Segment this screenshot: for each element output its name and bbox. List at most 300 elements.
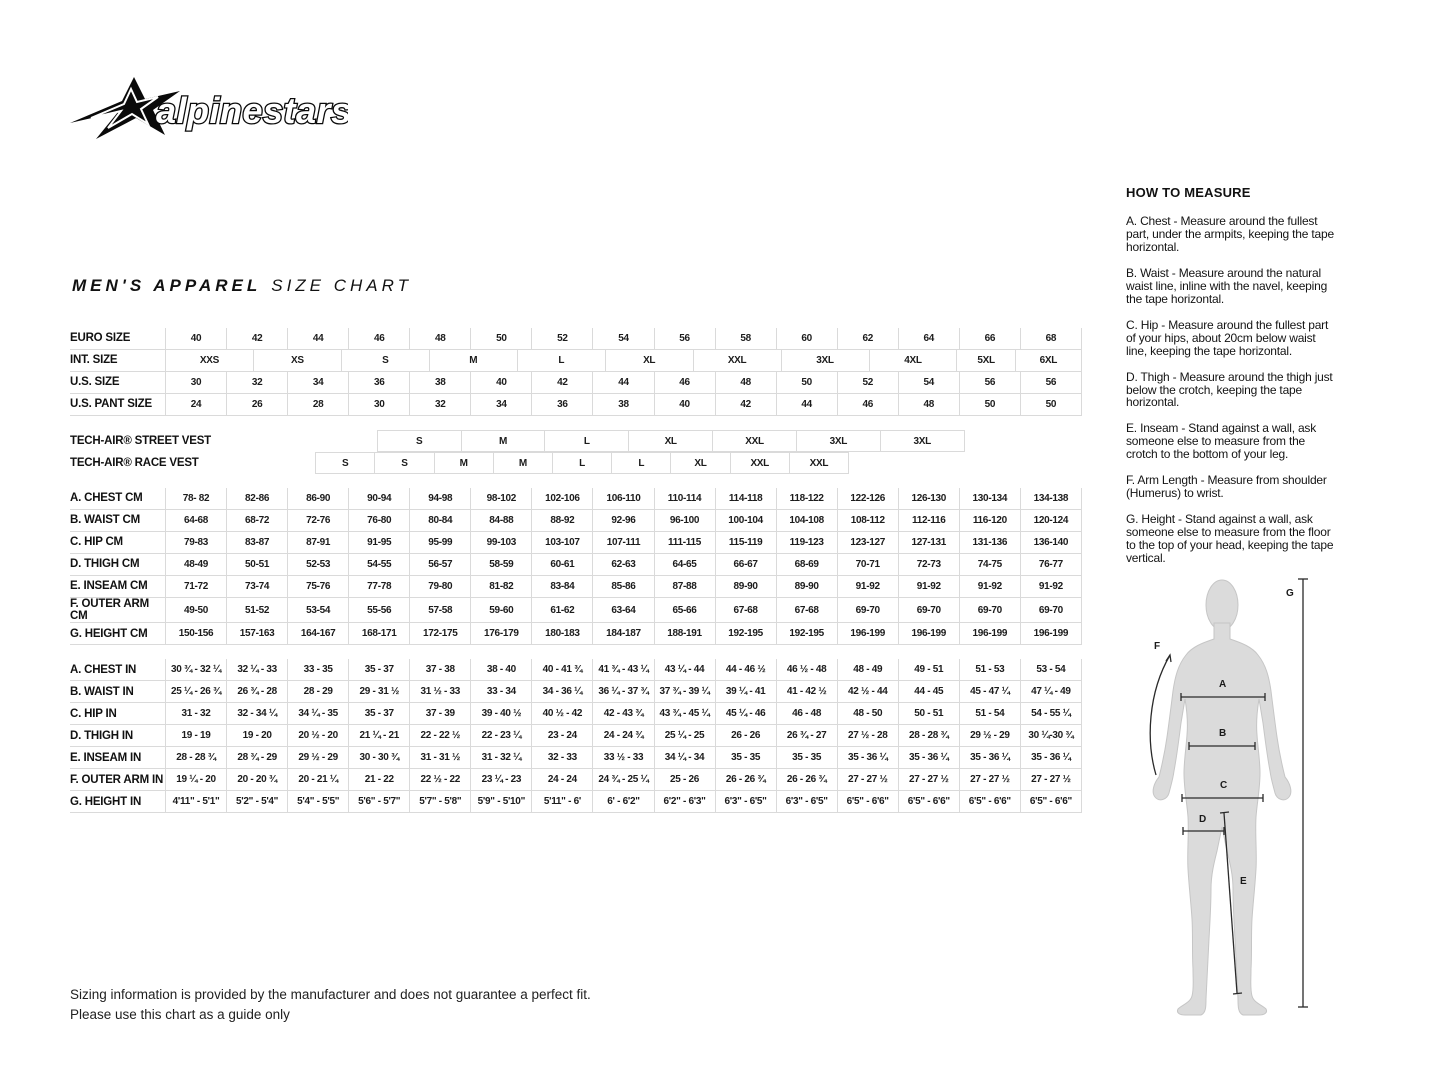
how-to-measure-item-3: D. Thigh - Measure around the thigh just below the crotch, keeping the tape horizontal.	[1126, 369, 1333, 410]
size-cell: 19 ¼ - 20	[165, 769, 227, 790]
table-section-3	[70, 659, 1082, 813]
size-cell: 38	[593, 394, 654, 415]
size-cell: 6'5" - 6'6"	[960, 791, 1021, 812]
size-cell: 108-112	[838, 510, 899, 531]
size-cell: 58	[716, 328, 777, 349]
size-cell: 89-90	[777, 576, 838, 597]
size-cell: 56	[1021, 372, 1082, 393]
size-cell: 85-86	[593, 576, 654, 597]
size-cell: XXL	[694, 350, 782, 371]
size-cell: 53 - 54	[1021, 659, 1082, 680]
size-table	[70, 328, 1082, 827]
size-cell: 54 - 55 ¼	[1021, 703, 1082, 724]
size-cell: 66-67	[716, 554, 777, 575]
size-cell: 35 - 37	[349, 659, 410, 680]
how-to-measure-items	[1126, 215, 1334, 565]
size-cell: M	[494, 452, 553, 474]
table-row	[70, 532, 1082, 554]
row-label: TECH-AIR® RACE VEST	[70, 456, 199, 469]
size-cell: 26 ¾ - 27	[777, 725, 838, 746]
size-cell: 38 - 40	[471, 659, 532, 680]
size-cell: 24	[165, 394, 227, 415]
size-cell: 51 - 53	[960, 659, 1021, 680]
row-label: D. THIGH IN	[70, 729, 133, 742]
how-to-measure-item-1: B. Waist - Measure around the natural waist line, inline with the navel, keeping the tape horizontal.	[1126, 265, 1328, 306]
size-cell: 120-124	[1021, 510, 1082, 531]
size-cell: S	[342, 350, 430, 371]
size-cell: 102-106	[532, 488, 593, 509]
size-cell: 50	[471, 328, 532, 349]
size-cell: 19 - 20	[227, 725, 288, 746]
size-cell: 54-55	[349, 554, 410, 575]
size-cell: 118-122	[777, 488, 838, 509]
size-cell: 98-102	[471, 488, 532, 509]
size-cell: 91-92	[1021, 576, 1082, 597]
size-cell: 69-70	[899, 598, 960, 622]
size-cell: 184-187	[593, 623, 654, 644]
table-row	[70, 681, 1082, 703]
size-cell: 26 - 26 ¾	[777, 769, 838, 790]
size-cell: 46	[655, 372, 716, 393]
size-cell: 92-96	[593, 510, 654, 531]
table-row	[70, 623, 1082, 645]
size-cell: 49 - 51	[899, 659, 960, 680]
size-cell: 42	[716, 394, 777, 415]
size-cell: 91-92	[899, 576, 960, 597]
size-cell: 37 ¾ - 39 ¼	[655, 681, 716, 702]
size-cell: 5'11" - 6'	[532, 791, 593, 812]
size-cell: 39 - 40 ½	[471, 703, 532, 724]
table-row	[70, 430, 1082, 452]
size-cell: 84-88	[471, 510, 532, 531]
size-cell: 46 ½ - 48	[777, 659, 838, 680]
size-cell: 44	[288, 328, 349, 349]
size-cell: 6'5" - 6'6"	[899, 791, 960, 812]
row-spacer	[199, 452, 315, 474]
size-cell: 5'9" - 5'10"	[471, 791, 532, 812]
size-cell: XXL	[790, 452, 849, 474]
size-cell: 50	[777, 372, 838, 393]
size-cell: 19 - 19	[165, 725, 227, 746]
size-cell: XXL	[713, 430, 797, 452]
logo-wordmark: alpinestars	[156, 90, 348, 131]
size-cell: 40	[471, 372, 532, 393]
size-cell: 53-54	[288, 598, 349, 622]
size-cell: 54	[899, 372, 960, 393]
size-cell: 50	[1021, 394, 1082, 415]
size-cell: 28 - 28 ¾	[899, 725, 960, 746]
size-cell: 76-77	[1021, 554, 1082, 575]
size-cell: 5'7" - 5'8"	[410, 791, 471, 812]
size-cell: 42 ½ - 44	[838, 681, 899, 702]
size-cell: 127-131	[899, 532, 960, 553]
size-cell: 119-123	[777, 532, 838, 553]
size-cell: L	[612, 452, 671, 474]
size-cell: M	[435, 452, 494, 474]
size-cell: 60	[777, 328, 838, 349]
size-cell: 40 ½ - 42	[532, 703, 593, 724]
size-cell: 25 - 26	[655, 769, 716, 790]
size-cell: 6XL	[1016, 350, 1082, 371]
body-diagram	[1140, 573, 1320, 1018]
size-cell: 41 - 42 ½	[777, 681, 838, 702]
row-label: INT. SIZE	[70, 354, 118, 367]
size-cell: 23 - 24	[532, 725, 593, 746]
size-cell: S	[315, 452, 375, 474]
how-to-measure-item-0: A. Chest - Measure around the fullest part, under the armpits, keeping the tape horizontal.	[1126, 214, 1334, 254]
size-cell: 27 ½ - 28	[838, 725, 899, 746]
size-cell: 46	[349, 328, 410, 349]
size-cell: 44 - 46 ½	[716, 659, 777, 680]
row-label: D. THIGH CM	[70, 558, 140, 571]
size-cell: 164-167	[288, 623, 349, 644]
row-label: TECH-AIR® STREET VEST	[70, 434, 212, 447]
row-label: B. WAIST CM	[70, 514, 140, 527]
size-cell: 30	[165, 372, 227, 393]
size-cell: 72-73	[899, 554, 960, 575]
size-cell: 94-98	[410, 488, 471, 509]
table-section-2	[70, 488, 1082, 645]
size-cell: 33 - 35	[288, 659, 349, 680]
size-cell: 104-108	[777, 510, 838, 531]
size-cell: 81-82	[471, 576, 532, 597]
size-cell: XXS	[165, 350, 254, 371]
table-row	[70, 554, 1082, 576]
size-cell: 34	[288, 372, 349, 393]
size-cell: 123-127	[838, 532, 899, 553]
table-row	[70, 659, 1082, 681]
table-section-1	[70, 430, 1082, 474]
alpinestars-logo	[68, 76, 348, 142]
size-cell: 82-86	[227, 488, 288, 509]
size-cell: 46	[838, 394, 899, 415]
row-label: A. CHEST IN	[70, 663, 137, 676]
size-cell: 47 ¼ - 49	[1021, 681, 1082, 702]
size-cell: 26 - 26 ¾	[716, 769, 777, 790]
size-cell: 4'11" - 5'1"	[165, 791, 227, 812]
row-label: E. INSEAM IN	[70, 751, 142, 764]
table-row	[70, 372, 1082, 394]
size-cell: 5'2" - 5'4"	[227, 791, 288, 812]
size-cell: 36 ¼ - 37 ¾	[593, 681, 654, 702]
size-cell: 35 - 37	[349, 703, 410, 724]
size-cell: 68-72	[227, 510, 288, 531]
size-cell: 42 - 43 ¾	[593, 703, 654, 724]
size-cell: L	[553, 452, 612, 474]
size-cell: 115-119	[716, 532, 777, 553]
size-cell: 31 - 32 ¼	[471, 747, 532, 768]
size-cell: 59-60	[471, 598, 532, 622]
size-cell: 111-115	[655, 532, 716, 553]
size-cell: 52	[532, 328, 593, 349]
size-cell: 20 - 20 ¾	[227, 769, 288, 790]
size-cell: 28 ¾ - 29	[227, 747, 288, 768]
row-spacer	[849, 452, 1082, 474]
size-cell: 4XL	[870, 350, 958, 371]
size-cell: 6' - 6'2"	[593, 791, 654, 812]
size-cell: 49-50	[165, 598, 227, 622]
size-cell: 43 ¾ - 45 ¼	[655, 703, 716, 724]
size-cell: 27 - 27 ½	[838, 769, 899, 790]
size-cell: 64	[899, 328, 960, 349]
size-cell: 50	[960, 394, 1021, 415]
size-cell: 35 - 35	[777, 747, 838, 768]
size-cell: 68-69	[777, 554, 838, 575]
size-cell: 150-156	[165, 623, 227, 644]
size-cell: 35 - 36 ¼	[838, 747, 899, 768]
size-cell: 41 ¾ - 43 ¼	[593, 659, 654, 680]
size-cell: 61-62	[532, 598, 593, 622]
size-cell: 58-59	[471, 554, 532, 575]
size-cell: 29 - 31 ½	[349, 681, 410, 702]
size-cell: 172-175	[410, 623, 471, 644]
size-cell: 69-70	[960, 598, 1021, 622]
size-cell: 26	[227, 394, 288, 415]
size-cell: XL	[629, 430, 713, 452]
size-cell: 66	[960, 328, 1021, 349]
row-label: C. HIP CM	[70, 536, 123, 549]
size-cell: 37 - 39	[410, 703, 471, 724]
table-section-0	[70, 328, 1082, 416]
size-cell: 52	[838, 372, 899, 393]
size-cell: 83-84	[532, 576, 593, 597]
size-cell: 75-76	[288, 576, 349, 597]
size-cell: 31 - 31 ½	[410, 747, 471, 768]
size-cell: 6'5" - 6'6"	[1021, 791, 1082, 812]
size-cell: 45 ¼ - 46	[716, 703, 777, 724]
size-cell: 29 ½ - 29	[960, 725, 1021, 746]
size-cell: 6'5" - 6'6"	[838, 791, 899, 812]
size-cell: 28 - 28 ¾	[165, 747, 227, 768]
size-cell: 45 - 47 ¼	[960, 681, 1021, 702]
size-cell: 110-114	[655, 488, 716, 509]
size-cell: 39 ¼ - 41	[716, 681, 777, 702]
size-cell: 62	[838, 328, 899, 349]
size-cell: 87-88	[655, 576, 716, 597]
size-cell: 79-80	[410, 576, 471, 597]
size-cell: 112-116	[899, 510, 960, 531]
page-title	[72, 276, 412, 296]
size-cell: 38	[410, 372, 471, 393]
size-cell: 40	[165, 328, 227, 349]
table-row	[70, 791, 1082, 813]
size-cell: 90-94	[349, 488, 410, 509]
size-cell: 196-199	[838, 623, 899, 644]
size-cell: 34 - 36 ¼	[532, 681, 593, 702]
size-cell: 28 - 29	[288, 681, 349, 702]
disclaimer	[70, 985, 591, 1024]
size-cell: 180-183	[532, 623, 593, 644]
size-cell: 67-68	[716, 598, 777, 622]
size-cell: 27 - 27 ½	[899, 769, 960, 790]
size-cell: 60-61	[532, 554, 593, 575]
alpinestars-logo-svg	[68, 76, 348, 142]
size-cell: 32	[410, 394, 471, 415]
size-cell: 136-140	[1021, 532, 1082, 553]
size-cell: 57-58	[410, 598, 471, 622]
size-cell: 35 - 35	[716, 747, 777, 768]
size-cell: 80-84	[410, 510, 471, 531]
size-cell: 33 ½ - 33	[593, 747, 654, 768]
row-label: F. OUTER ARM CM	[70, 598, 149, 623]
size-cell: 168-171	[349, 623, 410, 644]
size-cell: 116-120	[960, 510, 1021, 531]
size-cell: 44 - 45	[899, 681, 960, 702]
size-cell: 106-110	[593, 488, 654, 509]
size-cell: 33 - 34	[471, 681, 532, 702]
size-cell: 68	[1021, 328, 1082, 349]
size-cell: 73-74	[227, 576, 288, 597]
size-cell: 56-57	[410, 554, 471, 575]
size-cell: XXL	[731, 452, 790, 474]
size-cell: 50 - 51	[899, 703, 960, 724]
size-cell: 55-56	[349, 598, 410, 622]
size-cell: 32 - 33	[532, 747, 593, 768]
size-cell: 30 ¾ - 32 ¼	[165, 659, 227, 680]
size-cell: 95-99	[410, 532, 471, 553]
size-cell: 91-95	[349, 532, 410, 553]
row-label: U.S. PANT SIZE	[70, 398, 152, 411]
size-cell: 3XL	[782, 350, 870, 371]
size-cell: 40 - 41 ¾	[532, 659, 593, 680]
size-cell: 44	[593, 372, 654, 393]
size-cell: 5'6" - 5'7"	[349, 791, 410, 812]
row-label: F. OUTER ARM IN	[70, 773, 164, 786]
size-cell: S	[375, 452, 434, 474]
how-to-measure-item-4: E. Inseam - Stand against a wall, ask someone else to measure from the crotch to the bottom of your leg.	[1126, 421, 1317, 462]
size-cell: 32	[227, 372, 288, 393]
label-C: C	[1220, 780, 1228, 791]
size-cell: 25 ¼ - 25	[655, 725, 716, 746]
size-cell: 5XL	[957, 350, 1015, 371]
row-label: G. HEIGHT IN	[70, 795, 142, 808]
size-cell: 86-90	[288, 488, 349, 509]
size-cell: 32 - 34 ¼	[227, 703, 288, 724]
table-row	[70, 703, 1082, 725]
size-cell: 196-199	[960, 623, 1021, 644]
size-cell: 51-52	[227, 598, 288, 622]
size-cell: 87-91	[288, 532, 349, 553]
size-cell: XL	[606, 350, 694, 371]
size-cell: 31 - 32	[165, 703, 227, 724]
size-cell: 64-65	[655, 554, 716, 575]
size-cell: 91-92	[960, 576, 1021, 597]
label-E: E	[1240, 876, 1247, 887]
table-row	[70, 328, 1082, 350]
size-cell: L	[518, 350, 606, 371]
label-D: D	[1199, 814, 1207, 825]
size-cell: 91-92	[838, 576, 899, 597]
size-cell: 103-107	[532, 532, 593, 553]
size-cell: 67-68	[777, 598, 838, 622]
size-cell: 50-51	[227, 554, 288, 575]
size-cell: 22 ½ - 22	[410, 769, 471, 790]
size-cell: 100-104	[716, 510, 777, 531]
size-cell: 126-130	[899, 488, 960, 509]
size-cell: 54	[593, 328, 654, 349]
size-cell: 26 ¾ - 28	[227, 681, 288, 702]
size-cell: XS	[254, 350, 342, 371]
row-label: E. INSEAM CM	[70, 580, 148, 593]
size-cell: 48	[716, 372, 777, 393]
size-cell: 83-87	[227, 532, 288, 553]
label-G: G	[1286, 588, 1294, 599]
size-cell: 44	[777, 394, 838, 415]
how-to-measure-panel	[1126, 185, 1334, 578]
how-to-measure-item-5: F. Arm Length - Measure from shoulder (Humerus) to wrist.	[1126, 473, 1327, 501]
size-cell: 42	[227, 328, 288, 349]
size-cell: 36	[532, 394, 593, 415]
size-cell: 40	[655, 394, 716, 415]
table-row	[70, 510, 1082, 532]
size-cell: 25 ¼ - 26 ¾	[165, 681, 227, 702]
size-cell: 3XL	[797, 430, 881, 452]
how-to-measure-title: HOW TO MEASURE	[1126, 185, 1251, 200]
size-cell: 114-118	[716, 488, 777, 509]
size-cell: 134-138	[1021, 488, 1082, 509]
size-cell: 48	[899, 394, 960, 415]
page-title-bold: MEN'S APPAREL	[72, 276, 262, 295]
size-cell: 56	[655, 328, 716, 349]
size-cell: 29 ½ - 29	[288, 747, 349, 768]
size-cell: 72-76	[288, 510, 349, 531]
table-row	[70, 725, 1082, 747]
label-F: F	[1154, 641, 1161, 652]
row-spacer	[211, 430, 377, 452]
size-cell: 43 ¼ - 44	[655, 659, 716, 680]
size-cell: 34 ¼ - 34	[655, 747, 716, 768]
size-cell: 6'3" - 6'5"	[716, 791, 777, 812]
size-cell: XL	[671, 452, 730, 474]
size-cell: 196-199	[899, 623, 960, 644]
size-cell: 157-163	[227, 623, 288, 644]
size-cell: 22 - 23 ¼	[471, 725, 532, 746]
size-cell: 36	[349, 372, 410, 393]
table-row	[70, 394, 1082, 416]
size-cell: 27 - 27 ½	[960, 769, 1021, 790]
table-row	[70, 452, 1082, 474]
size-cell: 63-64	[593, 598, 654, 622]
size-cell: 22 - 22 ½	[410, 725, 471, 746]
size-cell: 74-75	[960, 554, 1021, 575]
size-cell: 76-80	[349, 510, 410, 531]
row-spacer	[965, 430, 1082, 452]
size-cell: 52-53	[288, 554, 349, 575]
row-label: G. HEIGHT CM	[70, 627, 148, 640]
size-cell: 88-92	[532, 510, 593, 531]
size-cell: 20 ½ - 20	[288, 725, 349, 746]
size-cell: 65-66	[655, 598, 716, 622]
size-cell: 77-78	[349, 576, 410, 597]
size-cell: 71-72	[165, 576, 227, 597]
size-cell: S	[377, 430, 462, 452]
size-cell: 69-70	[1021, 598, 1082, 622]
table-row	[70, 488, 1082, 510]
size-cell: 26 - 26	[716, 725, 777, 746]
size-cell: 30	[349, 394, 410, 415]
size-cell: 70-71	[838, 554, 899, 575]
size-cell: 62-63	[593, 554, 654, 575]
label-B: B	[1219, 728, 1227, 739]
size-cell: 35 - 36 ¼	[960, 747, 1021, 768]
size-cell: 24 - 24 ¾	[593, 725, 654, 746]
size-cell: 24 - 24	[532, 769, 593, 790]
row-label: B. WAIST IN	[70, 685, 134, 698]
size-cell: 64-68	[165, 510, 227, 531]
size-cell: 3XL	[881, 430, 965, 452]
size-cell: 32 ¼ - 33	[227, 659, 288, 680]
height-line-G	[1298, 579, 1308, 1007]
